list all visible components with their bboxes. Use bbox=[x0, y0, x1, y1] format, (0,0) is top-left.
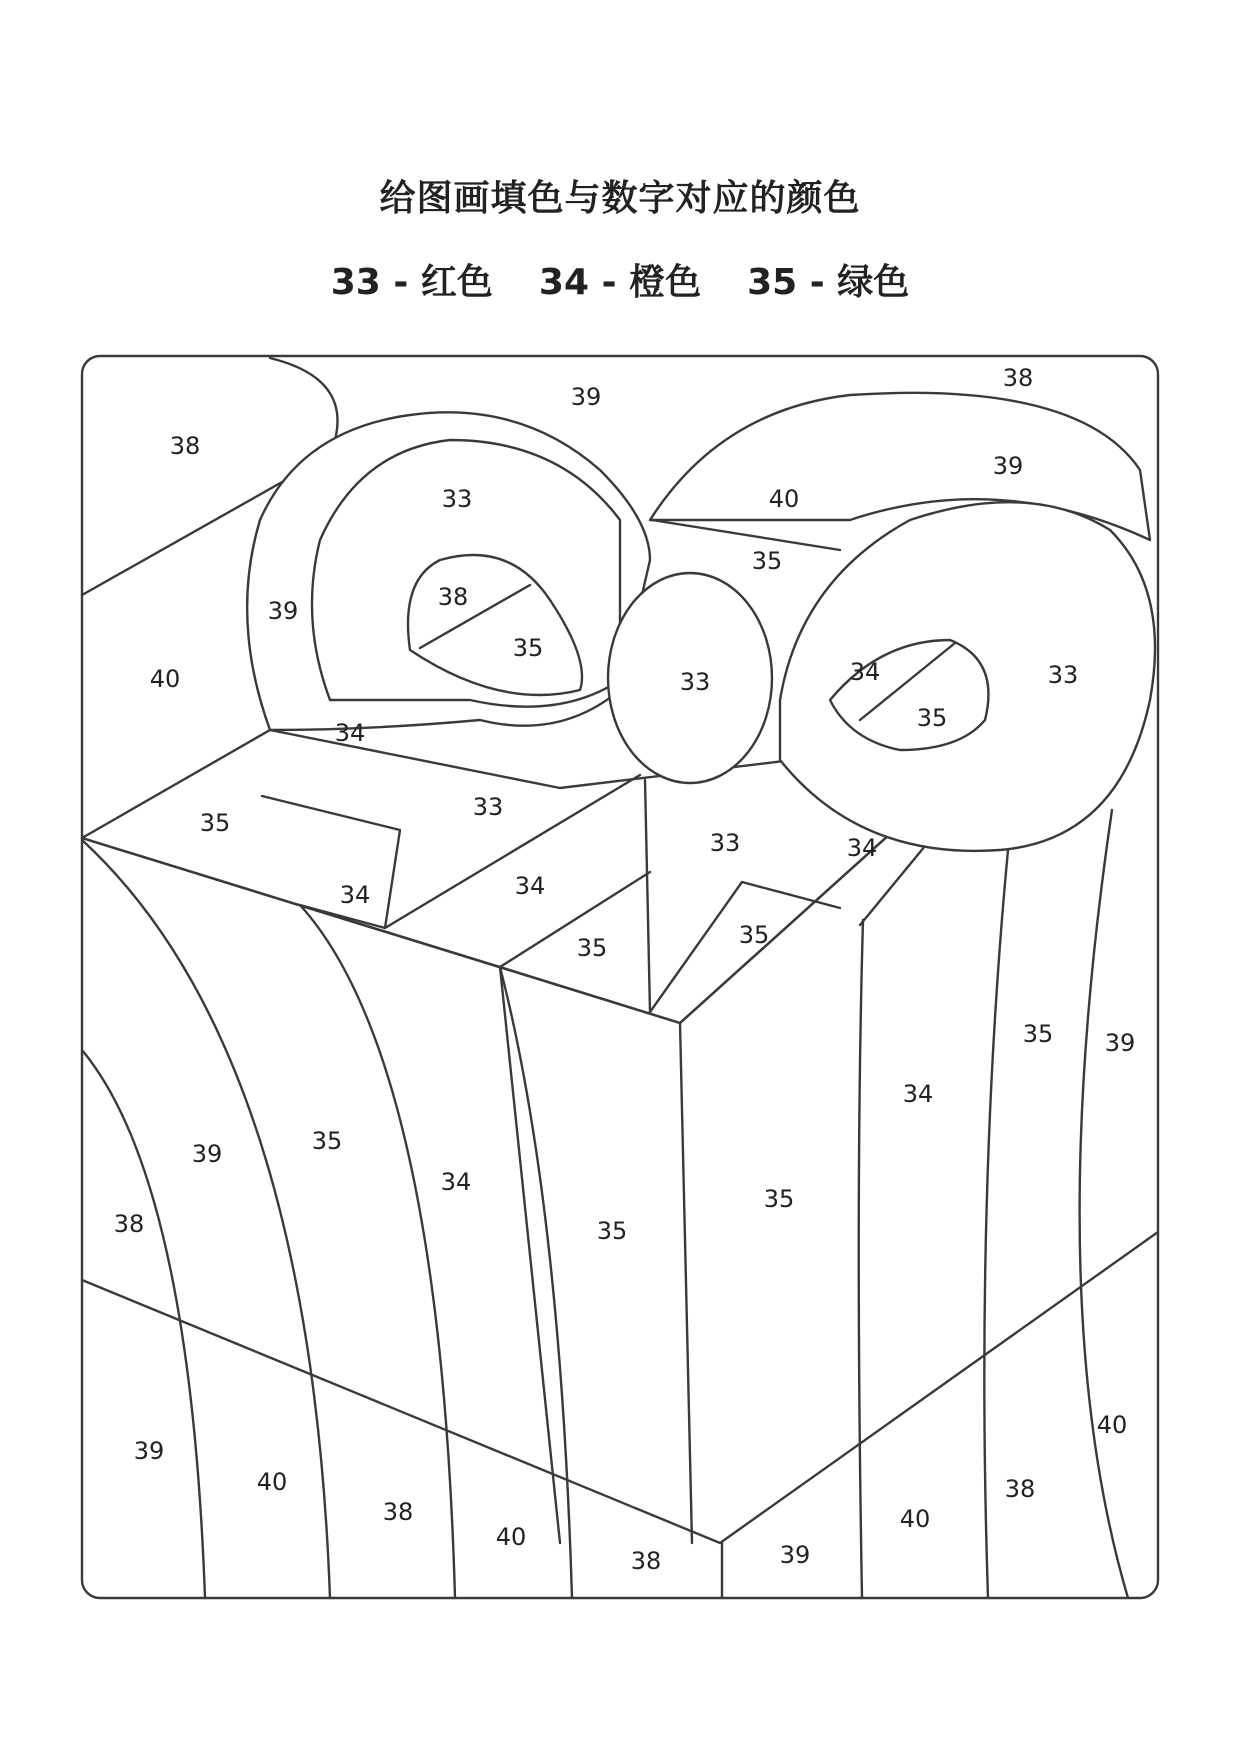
region-number: 35 bbox=[311, 1127, 343, 1155]
region-number: 33 bbox=[441, 485, 473, 513]
region-number: 40 bbox=[899, 1505, 931, 1533]
region-number: 38 bbox=[382, 1498, 414, 1526]
region-number: 33 bbox=[472, 793, 504, 821]
region-number: 35 bbox=[512, 634, 544, 662]
ribbon-line bbox=[652, 520, 840, 550]
region-number: 33 bbox=[1047, 661, 1079, 689]
region-number: 35 bbox=[738, 921, 770, 949]
region-number: 39 bbox=[779, 1541, 811, 1569]
region-number: 39 bbox=[1104, 1029, 1136, 1057]
region-number: 40 bbox=[495, 1523, 527, 1551]
legend-separator: - bbox=[809, 262, 825, 303]
lid-ribbon-line bbox=[262, 796, 400, 928]
region-number: 39 bbox=[267, 597, 299, 625]
background-stripe-line bbox=[1080, 810, 1128, 1598]
region-number: 35 bbox=[1022, 1020, 1054, 1048]
legend-separator: - bbox=[393, 262, 409, 303]
background-diagonal-line bbox=[82, 1232, 1158, 1543]
region-number: 35 bbox=[916, 704, 948, 732]
legend-number: 35 bbox=[747, 262, 798, 303]
corner-arc-line bbox=[270, 358, 338, 455]
region-number: 39 bbox=[191, 1140, 223, 1168]
region-number: 38 bbox=[1004, 1475, 1036, 1503]
region-number: 38 bbox=[1002, 364, 1034, 392]
region-number: 34 bbox=[339, 881, 371, 909]
region-number: 39 bbox=[570, 383, 602, 411]
region-number: 38 bbox=[437, 583, 469, 611]
lid-ribbon-line bbox=[385, 775, 640, 928]
background-stripe-line bbox=[859, 920, 863, 1598]
lid-ribbon-line bbox=[645, 780, 650, 1012]
region-number: 33 bbox=[709, 829, 741, 857]
region-number: 34 bbox=[902, 1080, 934, 1108]
region-number: 35 bbox=[199, 809, 231, 837]
region-number: 35 bbox=[576, 934, 608, 962]
page-title: 给图画填色与数字对应的颜色 bbox=[379, 178, 861, 219]
legend-number: 33 bbox=[330, 262, 381, 303]
region-number: 40 bbox=[149, 665, 181, 693]
region-number: 35 bbox=[763, 1185, 795, 1213]
region-number: 40 bbox=[1096, 1411, 1128, 1439]
region-number: 39 bbox=[992, 452, 1024, 480]
region-number: 33 bbox=[679, 668, 711, 696]
legend-color-name: 红色 bbox=[420, 262, 493, 303]
region-number: 35 bbox=[751, 547, 783, 575]
legend-separator: - bbox=[601, 262, 617, 303]
region-number: 38 bbox=[630, 1547, 662, 1575]
region-number: 34 bbox=[849, 658, 881, 686]
region-number: 35 bbox=[596, 1217, 628, 1245]
region-number: 40 bbox=[768, 485, 800, 513]
legend-color-name: 绿色 bbox=[837, 262, 910, 303]
legend-number: 34 bbox=[538, 262, 590, 303]
region-number: 39 bbox=[133, 1437, 165, 1465]
region-number: 38 bbox=[113, 1210, 145, 1238]
region-number: 34 bbox=[514, 872, 546, 900]
region-number: 38 bbox=[169, 432, 201, 460]
legend-color-name: 橙色 bbox=[629, 262, 702, 303]
region-number: 40 bbox=[256, 1468, 288, 1496]
region-number: 34 bbox=[440, 1168, 472, 1196]
region-number: 34 bbox=[334, 719, 366, 747]
region-number: 34 bbox=[846, 834, 878, 862]
